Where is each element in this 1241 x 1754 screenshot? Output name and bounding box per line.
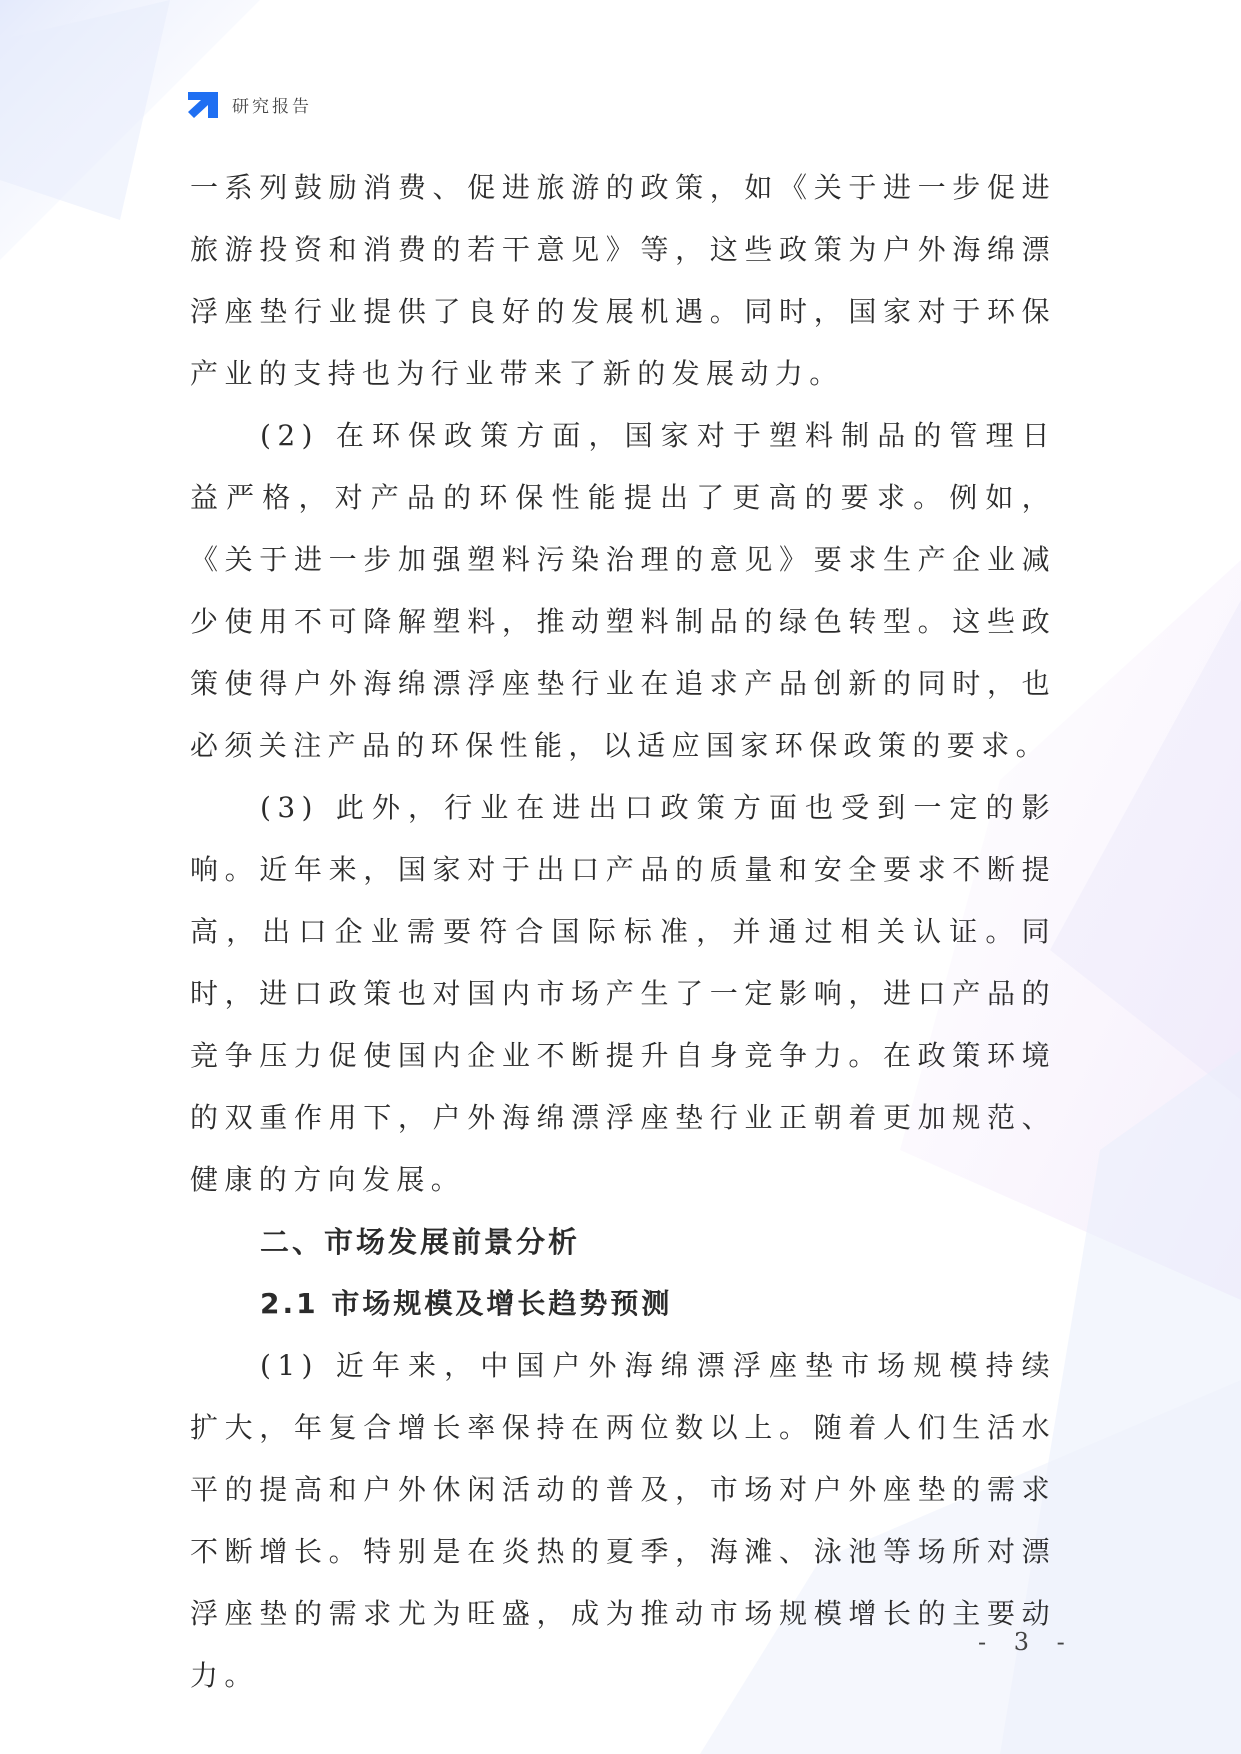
body-paragraph: 一系列鼓励消费、促进旅游的政策，如《关于进一步促进旅游投资和消费的若干意见》等，这些政策为户外海绵漂浮座垫行业提供了良好的发展机遇。同时，国家对于环保产业的支持也为行业带来了新的发展动力。 [190,171,1056,390]
header-title: 研究报告 [232,96,312,117]
document-body [190,157,1056,1707]
body-paragraph: (3) 此外，行业在进出口政策方面也受到一定的影响。近年来，国家对于出口产品的质量和安全要求不断提高，出口企业需要符合国际标准，并通过相关认证。同时，进口政策也对国内市场产生了一定影响，进口产品的竞争压力促使国内企业不断提升自身竞争力。在政策环境的双重作用下，户外海绵漂浮座垫行业正朝着更加规范、健康的方向发展。 [190,791,1056,1196]
report-header [186,86,312,122]
arrow-up-right-logo-icon [186,88,220,120]
page-number: - 3 - [978,1628,1075,1656]
section-heading: 二、市场发展前景分析 [260,1225,581,1259]
body-paragraph: (1) 近年来，中国户外海绵漂浮座垫市场规模持续扩大，年复合增长率保持在两位数以上。随着人们生活水平的提高和户外休闲活动的普及，市场对户外座垫的需求不断增长。特别是在炎热的夏季，海滩、泳池等场所对漂浮座垫的需求尤为旺盛，成为推动市场规模增长的主要动力。 [190,1349,1056,1692]
body-paragraph: (2) 在环保政策方面，国家对于塑料制品的管理日益严格，对产品的环保性能提出了更高的要求。例如，《关于进一步加强塑料污染治理的意见》要求生产企业减少使用不可降解塑料，推动塑料制品的绿色转型。这些政策使得户外海绵漂浮座垫行业在追求产品创新的同时，也必须关注产品的环保性能，以适应国家环保政策的要求。 [190,419,1056,762]
subsection-heading: 2.1 市场规模及增长趋势预测 [260,1287,673,1320]
